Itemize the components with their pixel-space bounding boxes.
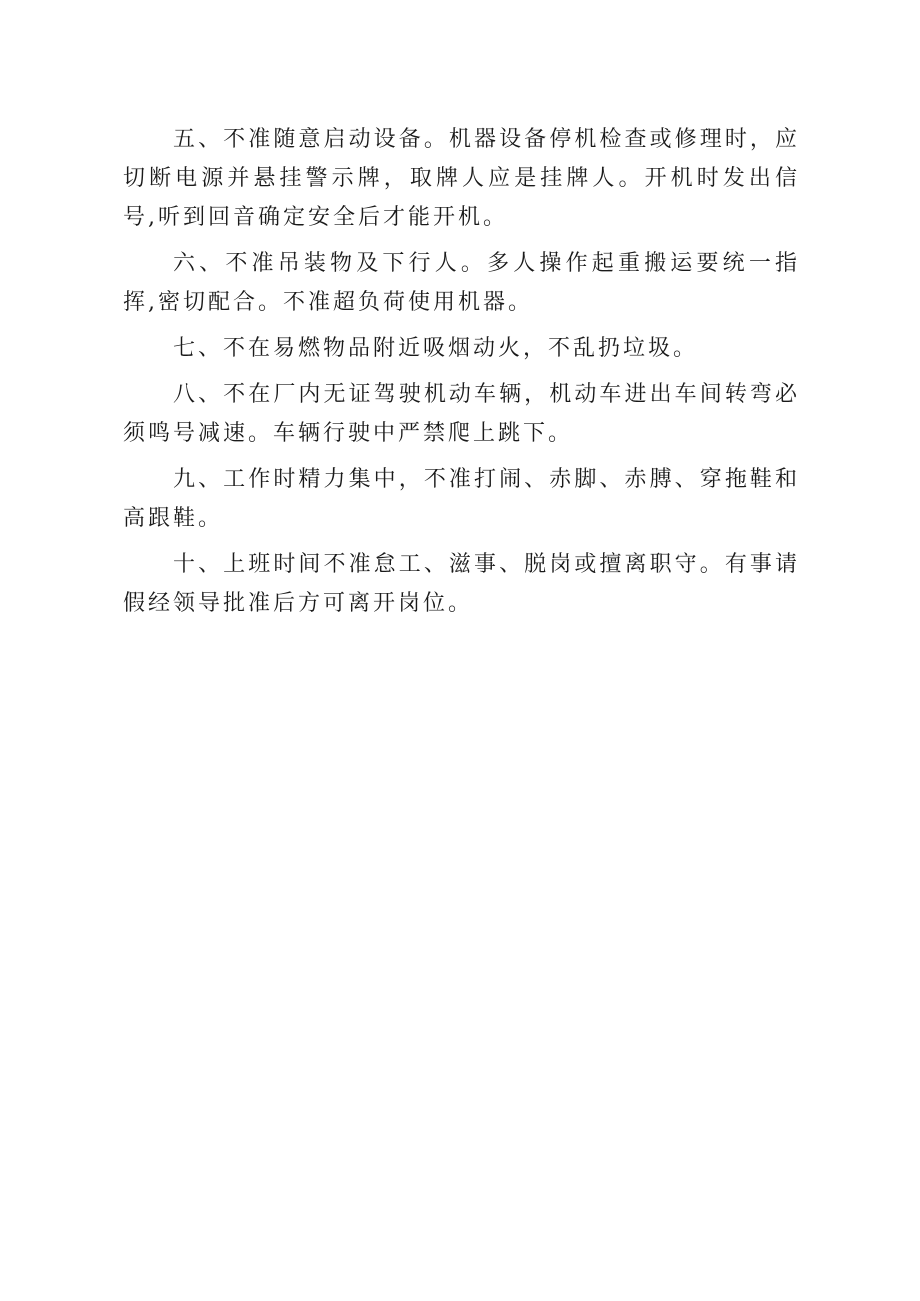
rule-paragraph-10: 十、上班时间不准怠工、滋事、脱岗或擅离职守。有事请假经领导批准后方可离开岗位。 bbox=[123, 552, 800, 616]
rule-paragraph-5: 五、不准随意启动设备。机器设备停机检查或修理时，应切断电源并悬挂警示牌，取牌人应是挂牌人。开机时发出信号,听到回音确定安全后才能开机。 bbox=[123, 127, 800, 230]
rule-paragraph-7: 七、不在易燃物品附近吸烟动火，不乱扔垃圾。 bbox=[173, 336, 699, 361]
rule-paragraph-9: 九、工作时精力集中，不准打闹、赤脚、赤膊、穿拖鞋和高跟鞋。 bbox=[123, 467, 800, 531]
document-body bbox=[123, 120, 800, 630]
rule-paragraph-6: 六、不准吊装物及下行人。多人操作起重搬运要统一指挥,密切配合。不准超负荷使用机器。 bbox=[123, 251, 800, 315]
rule-paragraph-8: 八、不在厂内无证驾驶机动车辆，机动车进出车间转弯必须鸣号减速。车辆行驶中严禁爬上跳下。 bbox=[123, 382, 800, 446]
